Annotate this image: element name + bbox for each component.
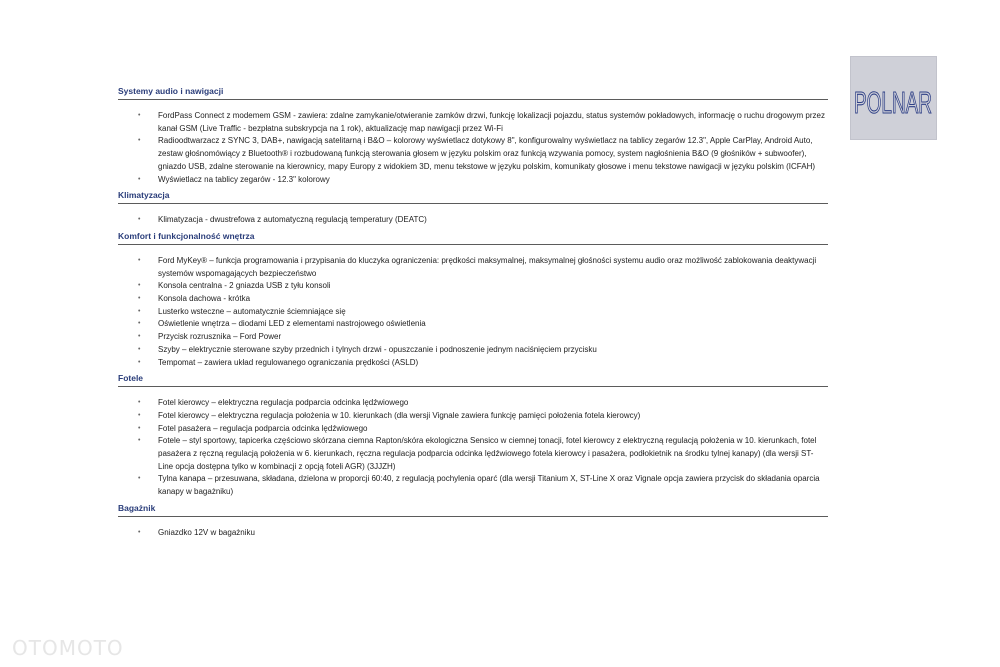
section-title: Komfort i funkcjonalność wnętrza [118, 229, 828, 245]
item-list [118, 110, 828, 186]
list-item: • Konsola centralna - 2 gniazda USB z tyłu konsoli [118, 280, 828, 293]
section-audio-navigation [118, 84, 828, 186]
watermark: OTOMOTO [12, 636, 124, 660]
list-item: • Szyby – elektrycznie sterowane szyby przednich i tylnych drzwi - opuszczanie i podnoszenie jednym naciśnięciem przycisku [118, 344, 828, 357]
list-item: • Fotel kierowcy – elektryczna regulacja podparcia odcinka lędźwiowego [118, 397, 828, 410]
section-interior-comfort [118, 229, 828, 369]
list-item: • Radioodtwarzacz z SYNC 3, DAB+, nawigacją satelitarną i B&O – kolorowy wyświetlacz dotykowy 8", konfigurowalny wyświetlacz na tablicy zegarów 12.3", Apple CarPlay, Android Auto, zestaw głośnomówiący z Bluetooth® i rozbudowaną funkcją sterowania głosem w języku polskim oraz funkcją wzywania pomocy, system nagłośnienia B&O (9 głośników + subwoofer), gniazdo USB, zdalne sterowanie na kierownicy, mapy Europy z widokiem 3D, menu tekstowe w języku polskim, komunikaty głosowe i menu tekstowe nawigacji w języku polskim (ICFAH) [118, 135, 828, 173]
list-item: • Tylna kanapa – przesuwana, składana, dzielona w proporcji 60:40, z regulacją pochylenia oparć (dla wersji Titanium X, ST-Line X oraz Vignale opcja zawiera przycisk do składania oparcia kanapy w bagażniku) [118, 473, 828, 498]
list-item: • Fotel kierowcy – elektryczna regulacja położenia w 10. kierunkach (dla wersji Vignale zawiera funkcję pamięci położenia fotela kierowcy) [118, 410, 828, 423]
list-item: • Ford MyKey® – funkcja programowania i przypisania do kluczyka ograniczenia: prędkości maksymalnej, maksymalnej głośności systemu audio oraz możliwość zablokowania deaktywacji systemów wspomagających bezpieczeństwo [118, 255, 828, 280]
list-item: • Konsola dachowa - krótka [118, 293, 828, 306]
section-title: Bagażnik [118, 501, 828, 517]
item-list [118, 527, 828, 540]
list-item: • Przycisk rozrusznika – Ford Power [118, 331, 828, 344]
item-list [118, 255, 828, 369]
list-item: • Lusterko wsteczne – automatycznie ściemniające się [118, 306, 828, 319]
section-title: Klimatyzacja [118, 188, 828, 204]
list-item: • Fotele – styl sportowy, tapicerka częściowo skórzana ciemna Rapton/skóra ekologiczna Sensico w ciemnej tonacji, fotel kierowcy z elektryczną regulacją położenia w 10. kierunkach, fotel pasażera z ręczną regulacją położenia w 6. kierunkach, ręczna regulacja podparcia odcinka lędźwiowego fotela kierowcy i pasażera, podłokietnik na środku tylnej kanapy) (dla wersji ST-Line opcja dostępna tylko w kombinacji z opcją foteli AGR) (3JJZH) [118, 435, 828, 473]
section-title: Systemy audio i nawigacji [118, 84, 828, 100]
item-list [118, 214, 828, 227]
list-item: • Klimatyzacja - dwustrefowa z automatyczną regulacją temperatury (DEATC) [118, 214, 828, 227]
list-item: • FordPass Connect z modemem GSM - zawiera: zdalne zamykanie/otwieranie zamków drzwi, funkcję lokalizacji pojazdu, status systemów pokładowych, informację o ruchu drogowym przez kanał GSM (Live Traffic - bezpłatna subskrypcja na 1 rok), aktualizację map nawigacji przez Wi-Fi [118, 110, 828, 135]
list-item: • Fotel pasażera – regulacja podparcia odcinka lędźwiowego [118, 423, 828, 436]
section-climate [118, 188, 828, 227]
section-seats [118, 371, 828, 499]
list-item: • Wyświetlacz na tablicy zegarów - 12.3" kolorowy [118, 174, 828, 187]
list-item: • Tempomat – zawiera układ regulowanego ograniczania prędkości (ASLD) [118, 357, 828, 370]
section-trunk [118, 501, 828, 540]
list-item: • Oświetlenie wnętrza – diodami LED z elementami nastrojowego oświetlenia [118, 318, 828, 331]
logo-text: POLNAR [854, 85, 932, 120]
list-item: • Gniazdko 12V w bagażniku [118, 527, 828, 540]
polnar-logo [850, 56, 937, 140]
section-title: Fotele [118, 371, 828, 387]
equipment-list [118, 84, 828, 540]
item-list [118, 397, 828, 499]
